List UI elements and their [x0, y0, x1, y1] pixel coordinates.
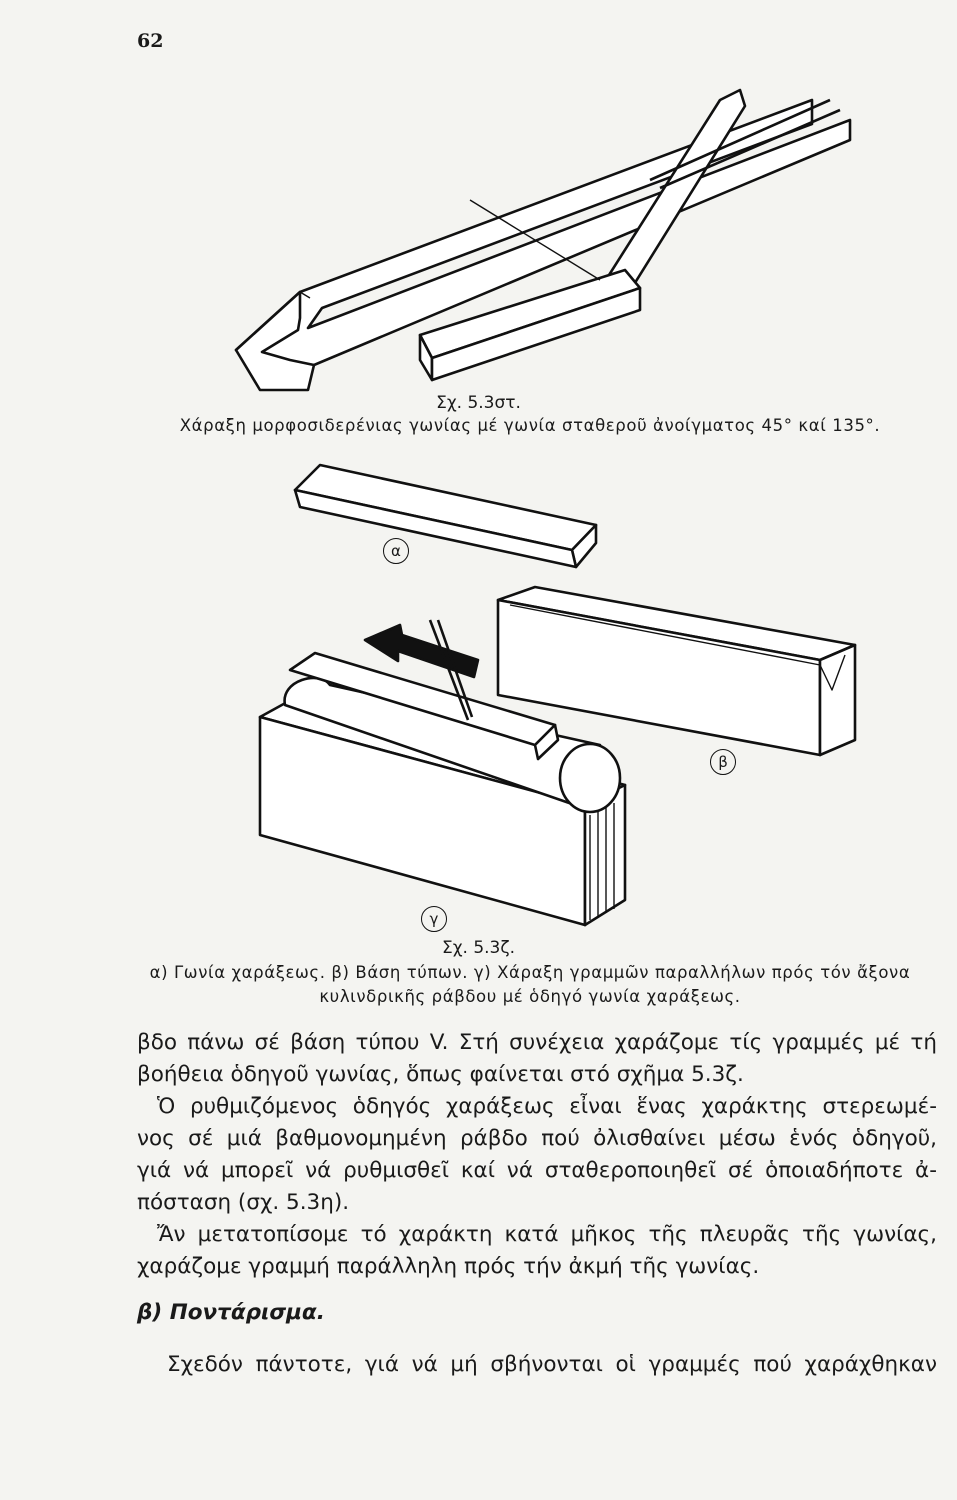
body-line-5: γιά νά μπορεῖ νά ρυθμισθεῖ καί νά σταθεροποιηθεῖ σέ ὁποιαδήποτε ἀ- [137, 1158, 937, 1183]
label-a: α [383, 538, 409, 564]
body-line-4: νος σέ μιά βαθμονομημένη ράβδο πού ὀλισθαίνει μέσω ἑνός ὁδηγοῦ, [137, 1126, 937, 1151]
body-line-8: χαράζομε γραμμή παράλληλη πρός τήν ἀκμή τῆς γωνίας. [137, 1254, 760, 1279]
figure-top-number: Σχ. 5.3στ. [436, 393, 521, 413]
body-line-1: βδο πάνω σέ βάση τύπου V. Στή συνέχεια χαράζομε τίς γραμμές μέ τή [137, 1030, 937, 1055]
body-line-6: πόσταση (σχ. 5.3η). [137, 1190, 350, 1215]
figure-bottom-caption-line2: κυλινδρικῆς ράβδου μέ ὁδηγό γωνία χαράξεως. [319, 987, 741, 1006]
figure-top-caption: Χάραξη μορφοσιδερένιας γωνίας μέ γωνία σταθεροῦ ἀνοίγματος 45° καί 135°. [179, 416, 881, 435]
figure-bottom-caption-line1: α) Γωνία χαράξεως. β) Βάση τύπων. γ) Χάραξη γραμμῶν παραλλήλων πρός τόν ἄξονα [149, 963, 911, 982]
page-number: 62 [137, 30, 164, 52]
section-heading: β) Ποντάρισμα. [137, 1300, 325, 1325]
label-b: β [710, 749, 736, 775]
body-line-2: βοήθεια ὁδηγοῦ γωνίας, ὅπως φαίνεται στό σχῆμα 5.3ζ. [137, 1062, 744, 1087]
label-g: γ [421, 906, 447, 932]
body-last-line: Σχεδόν πάντοτε, γιά νά μή σβήνονται οἱ γραμμές πού χαράχθηκαν [167, 1352, 937, 1377]
direction-arrow [365, 625, 478, 677]
body-line-3: Ὁ ρυθμιζόμενος ὁδηγός χαράξεως εἶναι ἕνας χαράκτης στερεωμέ- [157, 1094, 937, 1119]
figure-marking-tools [0, 455, 957, 935]
body-line-7: Ἄν μετατοπίσομε τό χαράκτη κατά μῆκος τῆς πλευρᾶς τῆς γωνίας, [157, 1222, 937, 1247]
figure-bottom-number: Σχ. 5.3ζ. [441, 938, 516, 958]
